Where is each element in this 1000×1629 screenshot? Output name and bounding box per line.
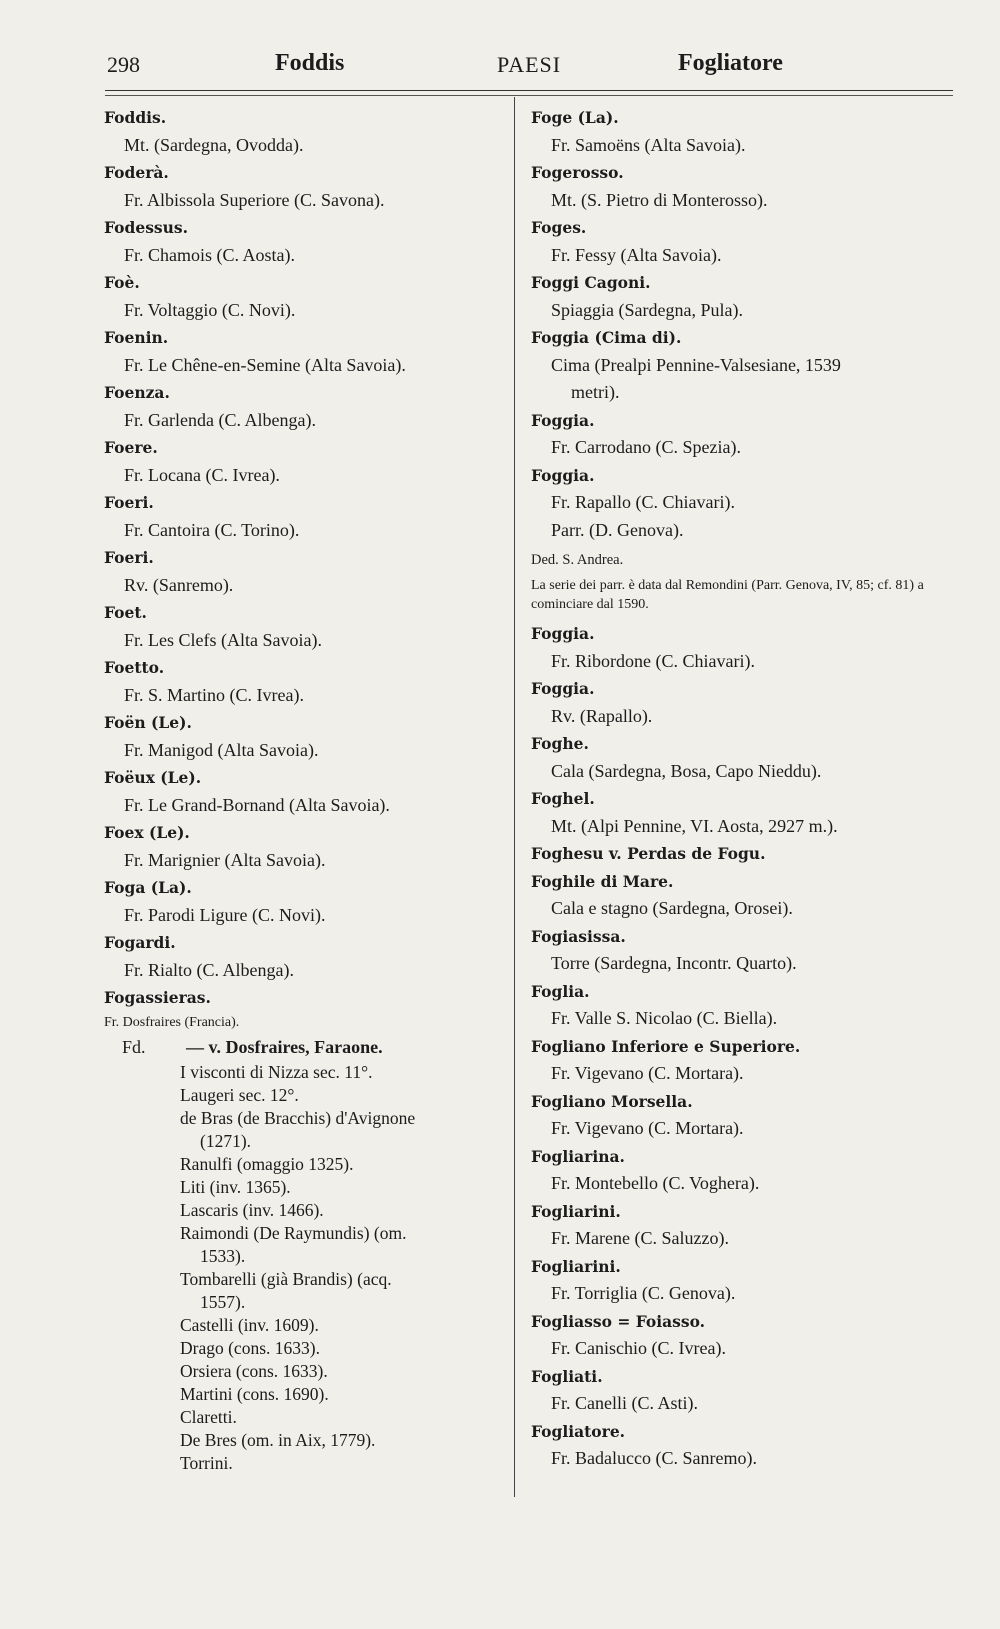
feudatari-heading (104, 1034, 504, 1062)
entry-line: Fr. Montebello (C. Voghera). (551, 1173, 760, 1193)
entry-line: Fr. Samoëns (Alta Savoia). (551, 134, 746, 155)
gazetteer-entry (104, 599, 504, 654)
gazetteer-entry (531, 462, 936, 615)
entry-headword: Foet. (104, 603, 147, 622)
page-number: 298 (107, 52, 140, 77)
gazetteer-entry (104, 489, 504, 544)
entry-headword: Fogliarini. (531, 1256, 621, 1276)
entry-headword: Fogliano Inferiore e Superiore. (531, 1036, 801, 1056)
entry-line: Cala e stagno (Sardegna, Orosei). (551, 898, 793, 918)
entry-headword: Fogliarini. (531, 1201, 621, 1221)
gazetteer-entry (531, 1418, 936, 1473)
feudatario-line: 1557). (200, 1292, 246, 1312)
entry-note: La serie dei parr. è data dal Remondini (Parr. Genova, IV, 85; cf. 81) a cominciare dal 1590. (531, 578, 924, 612)
gazetteer-entry (531, 324, 936, 407)
gazetteer-entry (104, 434, 504, 489)
entry-line: Fr. Rapallo (C. Chiavari). (551, 492, 735, 512)
entry-line: Fr. Chamois (C. Aosta). (124, 244, 296, 265)
gazetteer-entry (531, 1253, 936, 1308)
entry-headword: Foeri. (104, 548, 154, 567)
gazetteer-entry (104, 269, 504, 324)
gazetteer-entry (531, 730, 936, 785)
entry-headword: Foghile di Mare. (531, 871, 674, 891)
entry-line: Fr. Carrodano (C. Spezia). (551, 437, 741, 457)
entry-headword: Foge (La). (531, 108, 619, 127)
feudatario-line: 1533). (200, 1246, 246, 1266)
feudatario-line: Ranulfi (omaggio 1325). (180, 1154, 354, 1174)
gazetteer-entry (531, 1363, 936, 1418)
entry-headword: Foges. (531, 218, 587, 237)
entry-headword: Foggia. (531, 465, 595, 485)
entry-headword: Foè. (104, 273, 140, 292)
entry-line: Fr. Marignier (Alta Savoia). (124, 849, 326, 870)
entry-headword: Foere. (104, 438, 158, 457)
gazetteer-entry (104, 379, 504, 434)
entry-line: Fr. Le Chêne-en-Semine (Alta Savoia). (124, 354, 406, 375)
gazetteer-entry (531, 104, 936, 159)
gazetteer-entry (531, 1198, 936, 1253)
gazetteer-entry (531, 620, 936, 675)
entry-line: Fr. Canelli (C. Asti). (551, 1393, 699, 1413)
entry-headword: Fogliarina. (531, 1146, 625, 1166)
entry-headword: Foggia. (531, 624, 595, 643)
entry-line: Torre (Sardegna, Incontr. Quarto). (551, 953, 797, 973)
gazetteer-entry (531, 1033, 936, 1088)
entry-line: Fr. S. Martino (C. Ivrea). (124, 684, 304, 705)
dedication-line: Ded. S. Andrea. (531, 552, 624, 568)
entry-line: Fr. Manigod (Alta Savoia). (124, 739, 319, 760)
feudatario-line: Lascaris (inv. 1466). (180, 1200, 324, 1220)
feudatario-line: Laugeri sec. 12°. (180, 1085, 299, 1105)
entry-line: Fr. Le Grand-Bornand (Alta Savoia). (124, 794, 390, 815)
entry-headword: Foëux (Le). (104, 768, 202, 787)
entry-headword: Fogliatore. (531, 1421, 626, 1441)
entry-line: Fr. Valle S. Nicolao (C. Biella). (551, 1008, 778, 1028)
gazetteer-entry (104, 159, 504, 214)
gazetteer-entry (104, 764, 504, 819)
left-column (104, 104, 504, 1475)
entry-line: Fr. Ribordone (C. Chiavari). (551, 650, 755, 671)
entry-line: Fr. Les Clefs (Alta Savoia). (124, 629, 322, 650)
entry-headword: Foggia. (531, 679, 595, 698)
entry-line: Parr. (D. Genova). (551, 519, 684, 540)
entry-headword: Foddis. (104, 108, 167, 127)
entry-line: Fr. Cantoira (C. Torino). (124, 519, 300, 540)
entry-line: Fr. Fessy (Alta Savoia). (551, 244, 722, 265)
entry-line: Fr. Canischio (C. Ivrea). (551, 1338, 726, 1358)
gazetteer-entry (531, 1143, 936, 1198)
gazetteer-entry (531, 1088, 936, 1143)
feudatario-line: Raimondi (De Raymundis) (om. (180, 1223, 407, 1243)
feudatario-line: Castelli (inv. 1609). (180, 1315, 319, 1335)
feudatario-line: Torrini. (180, 1453, 233, 1473)
entry-headword: Foex (Le). (104, 823, 190, 842)
gazetteer-entry (104, 984, 504, 1012)
entry-line: Fr. Voltaggio (C. Novi). (124, 299, 296, 320)
feudatario-line: I visconti di Nizza sec. 11°. (180, 1062, 373, 1082)
gazetteer-entry (104, 819, 504, 874)
entry-headword: Foga (La). (104, 878, 192, 897)
entry-line: Fr. Badalucco (C. Sanremo). (551, 1448, 757, 1468)
entry-line: Fr. Locana (C. Ivrea). (124, 464, 280, 485)
entry-headword: Foggi Cagoni. (531, 273, 651, 292)
entry-line: Mt. (Alpi Pennine, VI. Aosta, 2927 m.). (551, 815, 838, 836)
entry-line: Rv. (Rapallo). (551, 705, 653, 726)
gazetteer-entry (104, 874, 504, 929)
entry-line: Fr. Marene (C. Saluzzo). (551, 1228, 729, 1248)
feudatario-line: de Bras (de Bracchis) d'Avignone (180, 1108, 416, 1128)
gazetteer-entry (531, 214, 936, 269)
feudatario-line: Claretti. (180, 1407, 237, 1427)
entry-headword: Fodessus. (104, 218, 189, 237)
feudatario-line: Drago (cons. 1633). (180, 1338, 320, 1358)
gazetteer-entry (531, 159, 936, 214)
gazetteer-entry (104, 214, 504, 269)
feudatario-line: Tombarelli (già Brandis) (acq. (180, 1269, 392, 1289)
entry-line: Fr. Garlenda (C. Albenga). (124, 409, 316, 430)
gazetteer-entry (104, 104, 504, 159)
feudatario-line: (1271). (200, 1131, 252, 1151)
entry-headword: Fogassieras. (104, 988, 211, 1007)
feudatario-line: Liti (inv. 1365). (180, 1177, 291, 1197)
entry-line: Spiaggia (Sardegna, Pula). (551, 299, 743, 320)
feudatario-line: Orsiera (cons. 1633). (180, 1361, 328, 1381)
gazetteer-entry (104, 654, 504, 709)
entry-line: Cima (Prealpi Pennine-Valsesiane, 1539 (551, 354, 841, 375)
entry-line: Fr. Vigevano (C. Mortara). (551, 1063, 744, 1083)
entry-line: Fr. Parodi Ligure (C. Novi). (124, 904, 326, 925)
entry-headword: Fogiasissa. (531, 926, 626, 946)
entry-headword: Foghesu v. Perdas de Fogu. (531, 844, 766, 863)
entry-headword: Fogerosso. (531, 163, 624, 182)
gazetteer-entry (531, 269, 936, 324)
entry-line: Fr. Rialto (C. Albenga). (124, 959, 294, 980)
column-divider (514, 97, 515, 1497)
gazetteer-entry (531, 1308, 936, 1363)
gazetteer-entry (531, 407, 936, 462)
feudatario-line: De Bres (om. in Aix, 1779). (180, 1430, 376, 1450)
feudatari-label: Fd. (122, 1036, 146, 1057)
feudatari-intro: — v. Dosfraires, Faraone. (186, 1036, 383, 1057)
entry-headword: Foglia. (531, 981, 590, 1001)
entry-line: Fr. Vigevano (C. Mortara). (551, 1118, 744, 1138)
gazetteer-entry (104, 324, 504, 379)
entry-headword: Fogliano Morsella. (531, 1091, 693, 1111)
header-rule-thin (105, 95, 953, 96)
gazetteer-entry (531, 923, 936, 978)
entry-line: Fr. Albissola Superiore (C. Savona). (124, 189, 385, 210)
entry-headword: Foetto. (104, 658, 165, 677)
entry-line: Fr. Dosfraires (Francia). (104, 1014, 240, 1030)
gazetteer-entry (531, 978, 936, 1033)
entry-headword: Fogliasso = Foiasso. (531, 1311, 706, 1331)
gazetteer-entry (104, 929, 504, 984)
entry-line: Mt. (Sardegna, Ovodda). (124, 134, 304, 155)
entry-headword: Fogliati. (531, 1366, 603, 1386)
entry-headword: Foggia (Cima di). (531, 328, 682, 347)
gazetteer-entry (104, 544, 504, 599)
gazetteer-entry (531, 675, 936, 730)
entry-headword: Foggia. (531, 410, 595, 430)
gazetteer-entry (531, 785, 936, 840)
feudatario-line: Martini (cons. 1690). (180, 1384, 329, 1404)
entry-headword: Foën (Le). (104, 713, 192, 732)
entry-line: metri). (571, 382, 620, 402)
entry-headword: Foderà. (104, 163, 169, 182)
entry-headword: Foghe. (531, 734, 589, 753)
right-column (531, 104, 936, 1473)
entry-line: Cala (Sardegna, Bosa, Capo Nieddu). (551, 760, 822, 781)
entry-headword: Fogardi. (104, 933, 176, 952)
entry-line: Fr. Torriglia (C. Genova). (551, 1283, 736, 1303)
header-first-entry: Foddis (275, 50, 345, 76)
entry-headword: Foeri. (104, 493, 154, 512)
gazetteer-entry (531, 868, 936, 923)
header-last-entry: Fogliatore (678, 50, 783, 76)
entry-line: Mt. (S. Pietro di Monterosso). (551, 189, 768, 210)
entry-headword: Foenza. (104, 383, 170, 402)
entry-headword: Foenin. (104, 328, 169, 347)
entry-headword: Foghel. (531, 789, 595, 808)
gazetteer-entry (104, 709, 504, 764)
gazetteer-entry (531, 840, 936, 868)
entry-line: Rv. (Sanremo). (124, 574, 234, 595)
header-section-title: PAESI (497, 52, 562, 77)
header-rule (105, 90, 953, 91)
running-header (105, 48, 940, 84)
